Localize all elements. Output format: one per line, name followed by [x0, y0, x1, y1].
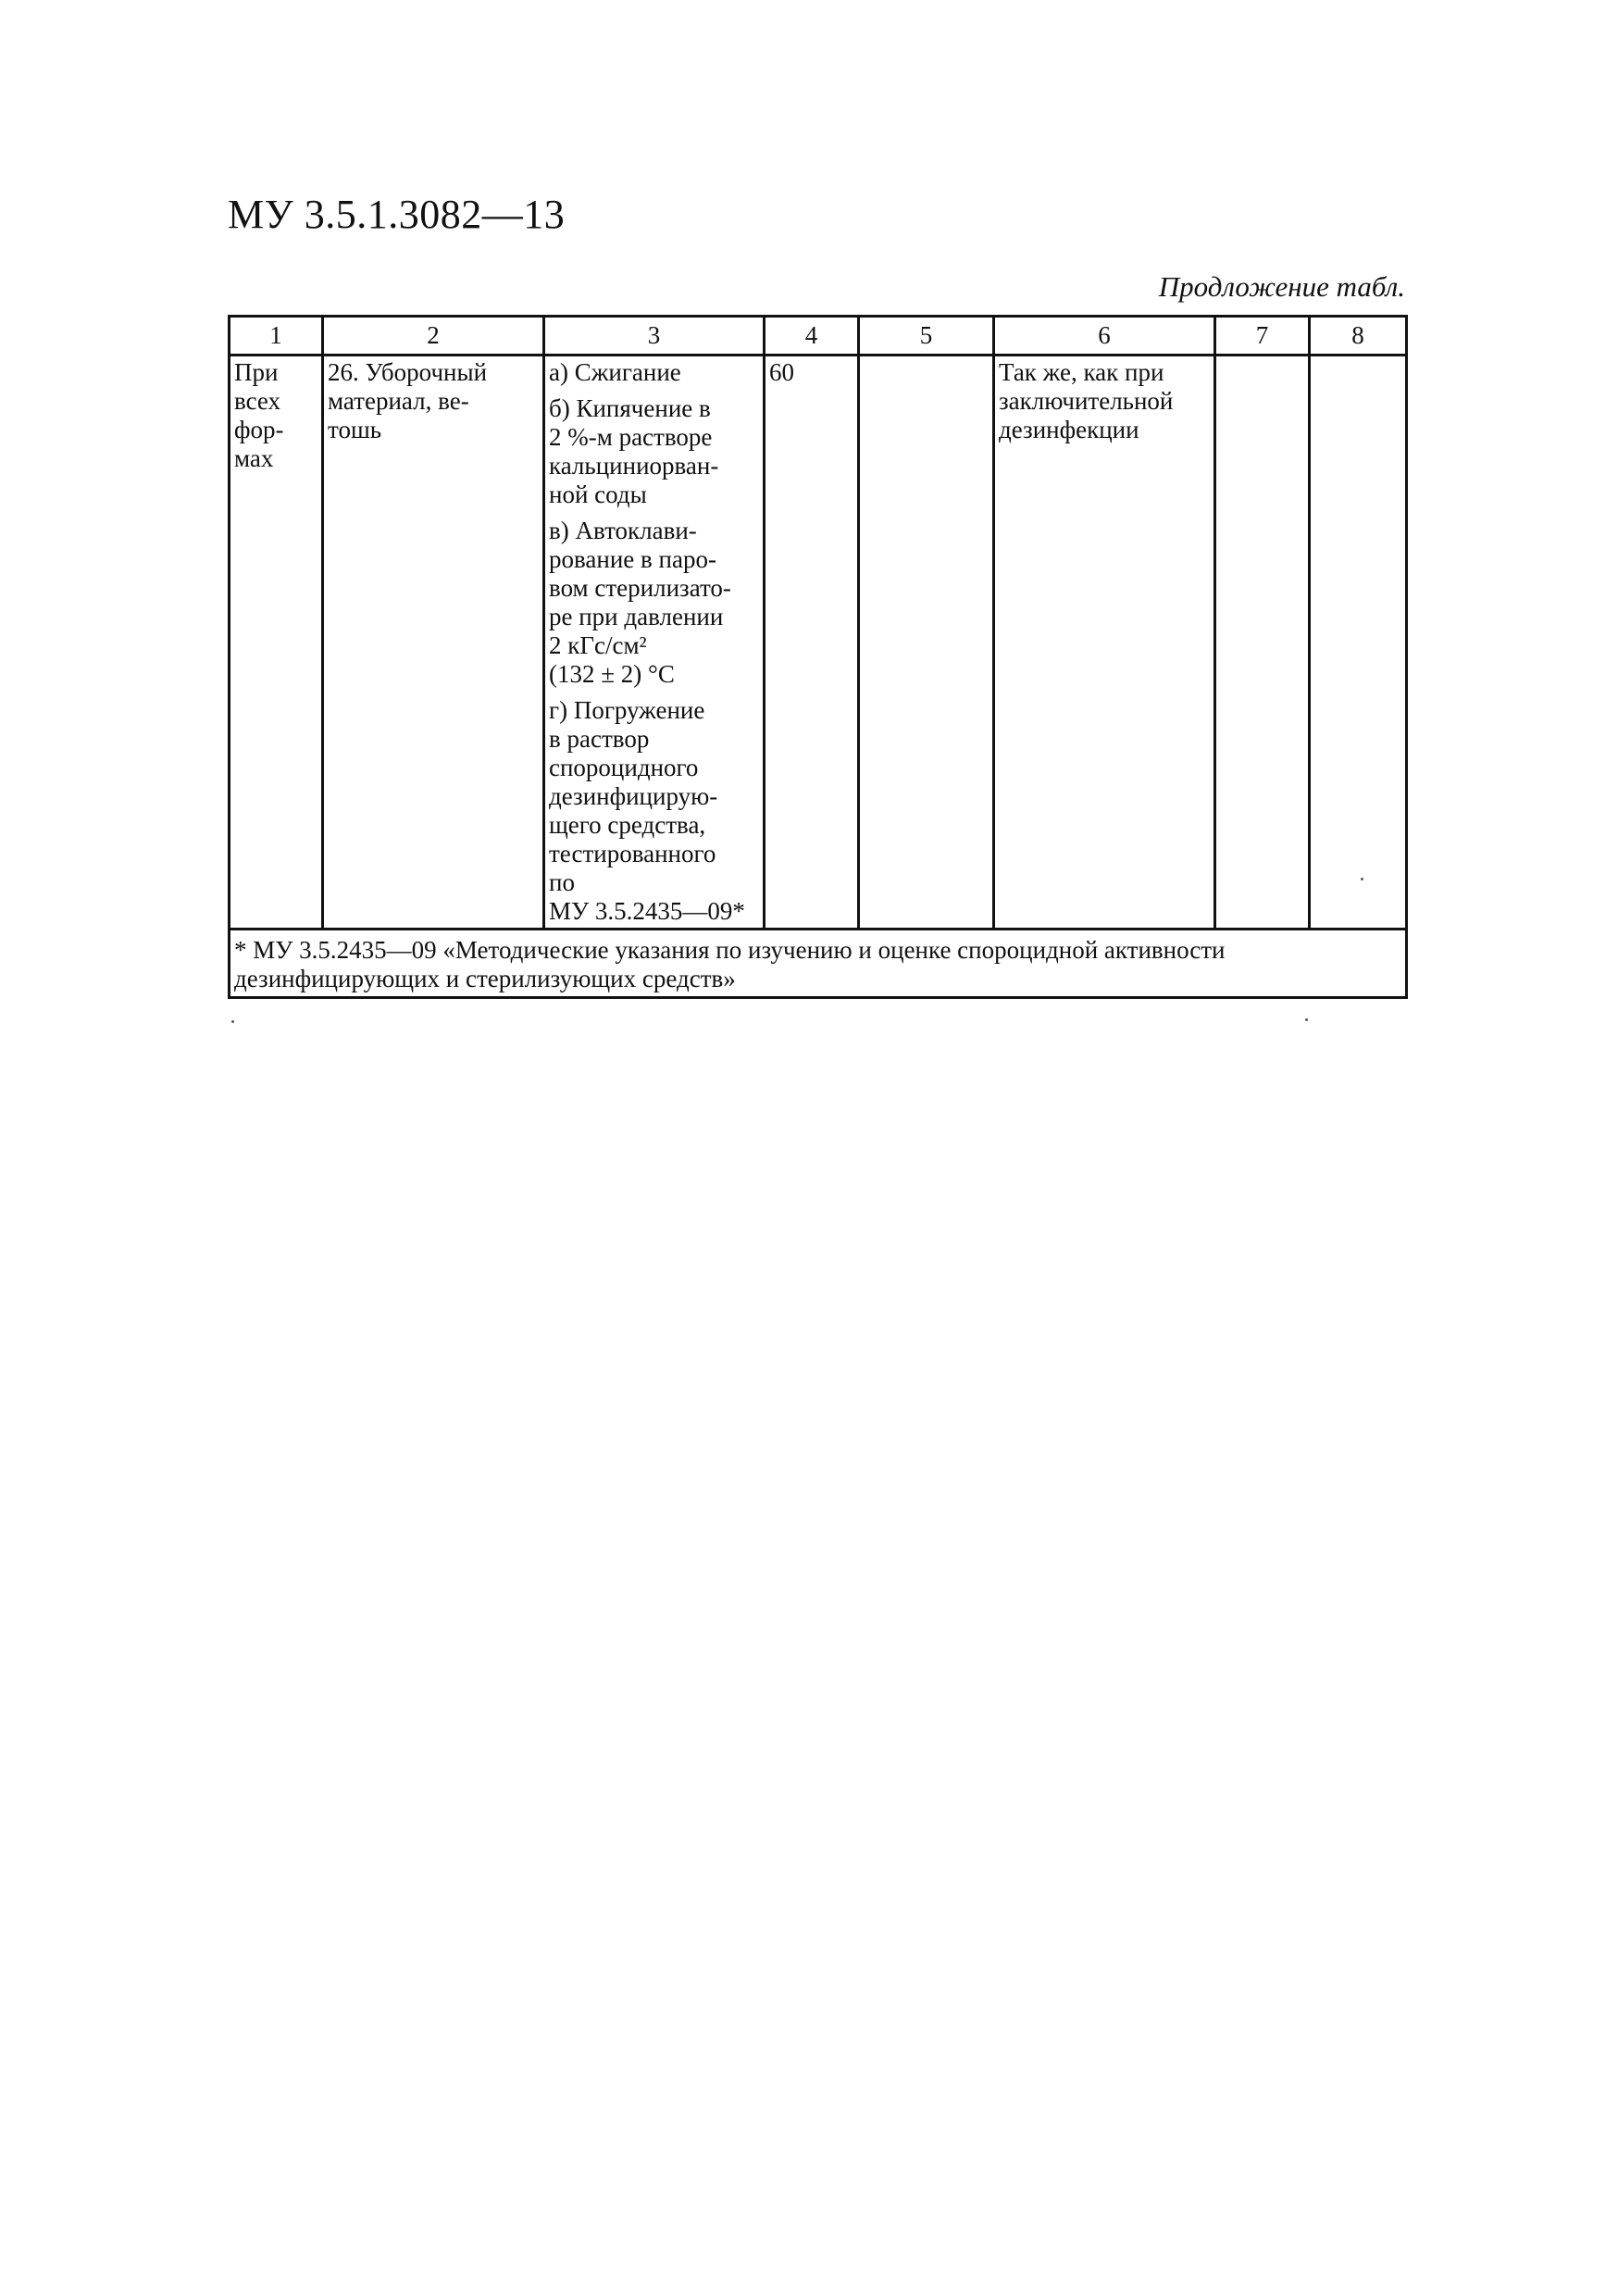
method-entry: [549, 696, 759, 926]
cell-line: а) Сжигание: [549, 358, 681, 386]
method-entry: [549, 517, 759, 689]
header-cell: 8: [1310, 317, 1407, 356]
header-cell: 7: [1215, 317, 1310, 356]
cell-line: заключительной: [999, 387, 1174, 415]
cell-mode: [994, 356, 1215, 930]
cell-infection-forms: [230, 356, 323, 930]
cell-methods: [544, 356, 765, 930]
document-code: МУ 3.5.1.3082—13: [228, 192, 566, 237]
cell-line: При: [234, 358, 279, 386]
cell-line: в) Автоклави-: [549, 517, 697, 544]
cell-object: [323, 356, 544, 930]
header-cell: 6: [994, 317, 1215, 356]
continuation-label: Продложение табл.: [1158, 270, 1405, 303]
header-cell: 2: [323, 317, 544, 356]
cell-col7: [1215, 356, 1310, 930]
cell-line: рование в паро-: [549, 545, 716, 573]
cell-line: тошь: [328, 416, 382, 443]
footnote-row: [230, 930, 1407, 998]
cell-line: 26. Уборочный: [328, 358, 488, 386]
cell-line: б) Кипячение в: [549, 394, 711, 422]
header-row: [230, 317, 1407, 356]
footnote-cell: [230, 930, 1407, 998]
cell-line: МУ 3.5.2435—09*: [549, 897, 745, 925]
cell-line: в раствор: [549, 725, 650, 753]
cell-line: вом стерилизато-: [549, 574, 731, 602]
cell-line: г) Погружение: [549, 696, 705, 724]
method-entry: [549, 394, 759, 509]
header-cell: 5: [859, 317, 994, 356]
scan-speck: [231, 1020, 234, 1023]
cell-line: спороцидного: [549, 754, 699, 781]
cell-line: всех: [234, 387, 281, 415]
cell-line: 2 %-м растворе: [549, 423, 713, 451]
cell-col8: [1310, 356, 1407, 930]
cell-line: 2 кГс/см²: [549, 631, 647, 659]
cell-line: по: [549, 868, 575, 896]
cell-line: ной соды: [549, 480, 647, 508]
footnote-line: * МУ 3.5.2435—09 «Методические указания по изучению и оценке спороцидной активности: [234, 936, 1226, 964]
cell-line: щего средства,: [549, 811, 706, 839]
cell-line: Так же, как при: [999, 358, 1164, 386]
scan-speck: [1361, 878, 1363, 880]
header-cell: 1: [230, 317, 323, 356]
cell-line: тестированного: [549, 840, 716, 867]
table-row: [230, 356, 1407, 930]
cell-line: мах: [234, 444, 274, 472]
cell-line: дезинфицирую-: [549, 782, 718, 810]
scan-speck: [1305, 1018, 1308, 1021]
cell-line: кальциниорван-: [549, 452, 719, 480]
cell-time: 60: [765, 356, 859, 930]
cell-line: (132 ± 2) °С: [549, 660, 675, 688]
disinfection-table: [228, 315, 1408, 999]
cell-line: материал, ве-: [328, 387, 469, 415]
cell-col5: [859, 356, 994, 930]
method-entry: [549, 358, 759, 387]
footnote-line: дезинфицирующих и стерилизующих средств»: [234, 965, 736, 992]
cell-line: дезинфекции: [999, 416, 1139, 443]
cell-line: фор-: [234, 416, 284, 443]
header-cell: 4: [765, 317, 859, 356]
header-cell: 3: [544, 317, 765, 356]
cell-line: ре при давлении: [549, 603, 724, 630]
